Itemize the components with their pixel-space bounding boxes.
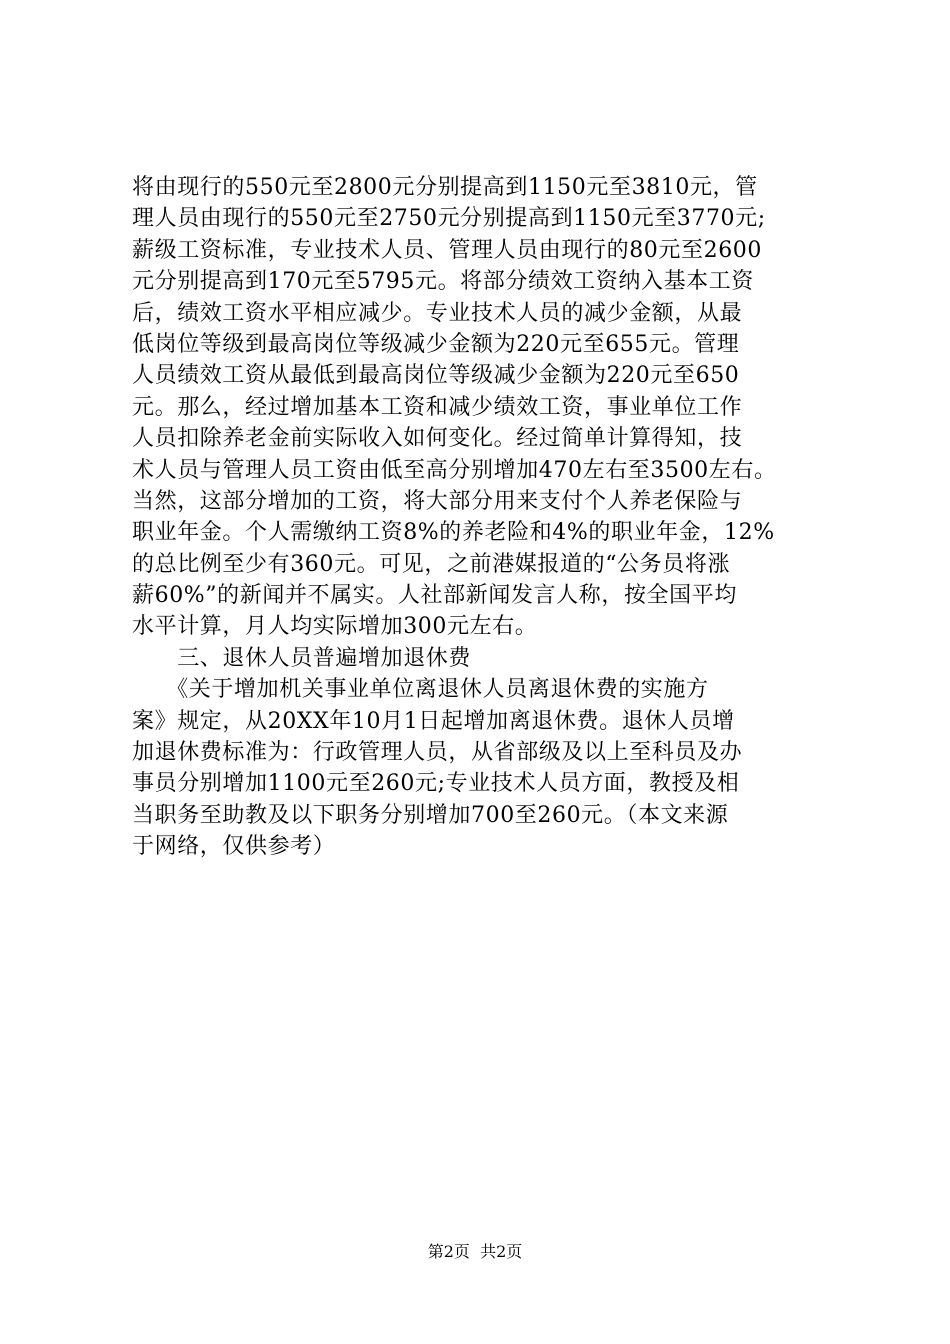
text-line: 当然，这部分增加的工资，将大部分用来支付个人养老保险与 — [132, 488, 743, 514]
text-line: 元。那么，经过增加基本工资和减少绩效工资，事业单位工作 — [132, 394, 743, 420]
body-text — [132, 172, 852, 863]
text-line: 术人员与管理人员工资由低至高分别增加470左右至3500左右。 — [132, 457, 777, 483]
text-line: 理人员由现行的550元至2750元分别提高到1150元至3770元; — [132, 206, 766, 232]
text-line: 案》规定，从20XX年10月1日起增加离退休费。退休人员增 — [132, 708, 735, 734]
text-line: 事员分别增加1100元至260元;专业技术人员方面，教授及相 — [132, 771, 740, 797]
section-heading: 三、退休人员普遍增加退休费 — [132, 645, 472, 671]
text-line: 加退休费标准为：行政管理人员，从省部级及以上至科员及办 — [132, 740, 743, 766]
text-line: 于网络，仅供参考） — [132, 834, 336, 860]
text-line: 元分别提高到170元至5795元。将部分绩效工资纳入基本工资 — [132, 269, 754, 295]
text-line: 《关于增加机关事业单位离退休人员离退休费的实施方 — [132, 677, 709, 703]
text-line: 将由现行的550元至2800元分别提高到1150元至3810元，管 — [132, 175, 758, 200]
text-line: 低岗位等级到最高岗位等级减少金额为220元至655元。管理 — [132, 331, 740, 357]
text-line: 人员扣除养老金前实际收入如何变化。经过简单计算得知，技 — [132, 426, 743, 452]
text-line: 的总比例至少有360元。可见，之前港媒报道的“公务员将涨 — [132, 551, 731, 577]
text-line: 水平计算，月人均实际增加300元左右。 — [132, 614, 538, 640]
text-line: 薪60%”的新闻并不属实。人社部新闻发言人称，按全国平均 — [132, 583, 737, 609]
text-line: 薪级工资标准，专业技术人员、管理人员由现行的80元至2600 — [132, 237, 762, 263]
text-line: 人员绩效工资从最低到最高岗位等级减少金额为220元至650 — [132, 363, 740, 389]
text-line: 后，绩效工资水平相应减少。专业技术人员的减少金额，从最 — [132, 300, 743, 326]
page-footer — [0, 1242, 950, 1262]
text-line: 职业年金。个人需缴纳工资8%的养老险和4%的职业年金，12% — [132, 520, 775, 546]
text-line: 当职务至助教及以下职务分别增加700至260元。（本文来源 — [132, 802, 729, 828]
page-number-label: 第2页 共2页 — [427, 1242, 523, 1261]
